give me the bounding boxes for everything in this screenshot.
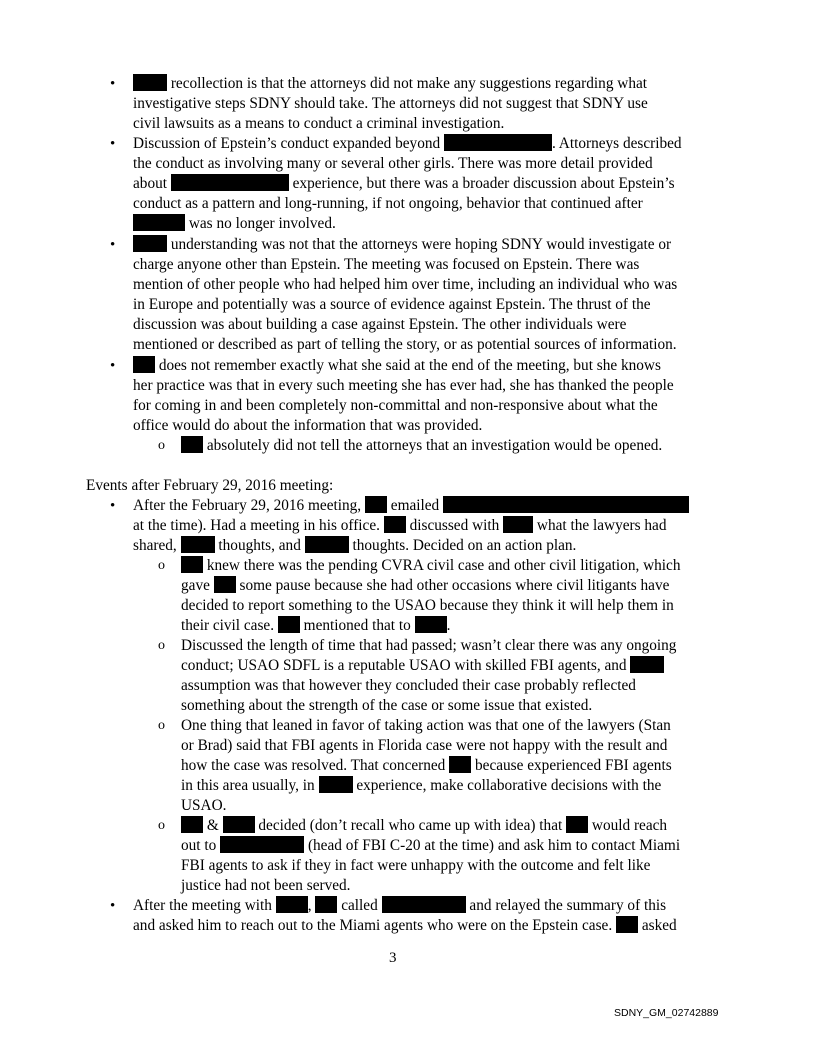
text-line: charge anyone other than Epstein. The meeting was focused on Epstein. There was xyxy=(133,256,640,273)
text-segment: was no longer involved. xyxy=(188,215,336,232)
text-line: for coming in and been completely non-committal and non-responsive about what the xyxy=(133,397,658,414)
text-segment: shared, xyxy=(133,537,177,554)
redaction-box xyxy=(181,436,203,453)
redaction-box xyxy=(214,576,236,593)
redaction-box xyxy=(171,174,289,191)
redaction-box xyxy=(384,516,406,533)
text-line xyxy=(133,74,647,94)
text-line xyxy=(181,756,672,776)
text-line: mentioned or described as part of telling the story, or as potential sources of information. xyxy=(133,336,677,353)
text-line xyxy=(181,836,680,856)
text-segment: knew there was the pending CVRA civil case and other civil litigation, which xyxy=(206,557,681,574)
sub-bullet-icon: o xyxy=(158,818,165,833)
bullet-icon: • xyxy=(110,237,116,253)
redaction-box xyxy=(415,616,447,633)
text-line: investigative steps SDNY should take. The attorneys did not suggest that SDNY use xyxy=(133,95,648,112)
text-line: Discussed the length of time that had passed; wasn’t clear there was any ongoing xyxy=(181,637,677,654)
text-segment: thoughts, and xyxy=(218,537,301,554)
text-segment: . xyxy=(446,617,451,634)
redaction-box xyxy=(181,536,215,553)
text-line: decided to report something to the USAO because they think it will help them in xyxy=(181,597,674,614)
sub-bullet-icon: o xyxy=(158,638,165,653)
bullet-icon: • xyxy=(110,136,116,152)
sub-bullet-icon: o xyxy=(158,558,165,573)
redaction-box xyxy=(630,656,664,673)
text-segment: would reach xyxy=(591,817,668,834)
redaction-box xyxy=(319,776,353,793)
text-segment: . Attorneys described xyxy=(551,135,682,152)
text-line xyxy=(181,776,661,796)
redaction-box xyxy=(449,756,471,773)
text-line: FBI agents to ask if they in fact were unhappy with the outcome and felt like xyxy=(181,857,651,874)
bates-number: SDNY_GM_02742889 xyxy=(614,1007,719,1019)
text-segment: called xyxy=(341,897,378,914)
text-line: assumption was that however they concluded their case probably reflected xyxy=(181,677,636,694)
text-segment: because experienced FBI agents xyxy=(475,757,672,774)
redaction-box xyxy=(133,74,167,91)
text-segment: experience, make collaborative decisions with the xyxy=(356,777,662,794)
section-heading: Events after February 29, 2016 meeting: xyxy=(86,477,334,494)
bullet-icon: • xyxy=(110,76,116,92)
redaction-box xyxy=(133,214,185,231)
text-line xyxy=(181,576,669,596)
text-line xyxy=(133,896,666,916)
redaction-box xyxy=(181,816,203,833)
bullet-icon: • xyxy=(110,898,116,914)
text-line xyxy=(181,556,681,576)
redaction-box xyxy=(223,816,255,833)
redaction-box xyxy=(133,235,167,252)
text-segment: emailed xyxy=(390,497,440,514)
redaction-box xyxy=(278,616,300,633)
text-line: civil lawsuits as a means to conduct a criminal investigation. xyxy=(133,115,505,132)
text-segment: Discussion of Epstein’s conduct expanded beyond xyxy=(133,135,441,152)
text-line xyxy=(133,516,666,536)
redaction-box xyxy=(315,896,337,913)
redaction-box xyxy=(566,816,588,833)
redaction-box xyxy=(365,496,387,513)
text-segment: decided (don’t recall who came up with idea) that xyxy=(258,817,563,834)
text-segment: asked xyxy=(641,917,677,934)
redaction-box xyxy=(220,836,304,853)
redaction-box xyxy=(443,496,689,513)
text-segment: & xyxy=(206,817,219,834)
text-line xyxy=(133,536,576,556)
text-segment: recollection is that the attorneys did not make any suggestions regarding what xyxy=(170,75,648,92)
sub-bullet-icon: o xyxy=(158,718,165,733)
page-number: 3 xyxy=(389,950,397,966)
bullet-icon: • xyxy=(110,498,116,514)
text-segment: mentioned that to xyxy=(303,617,411,634)
text-line: USAO. xyxy=(181,797,227,814)
text-line: office would do about the information that was provided. xyxy=(133,417,483,434)
text-line xyxy=(181,656,664,676)
text-segment: at the time). Had a meeting in his office. xyxy=(133,517,380,534)
text-segment: After the February 29, 2016 meeting, xyxy=(133,497,362,514)
text-segment: and relayed the summary of this xyxy=(469,897,667,914)
text-line xyxy=(181,616,450,636)
text-line: justice had not been served. xyxy=(181,877,351,894)
text-segment: about xyxy=(133,175,167,192)
text-line: discussion was about building a case against Epstein. The other individuals were xyxy=(133,316,627,333)
text-segment: understanding was not that the attorneys were hoping SDNY would investigate or xyxy=(170,236,672,253)
text-line xyxy=(133,134,682,154)
redaction-box xyxy=(444,134,552,151)
text-line: or Brad) said that FBI agents in Florida case were not happy with the result and xyxy=(181,737,668,754)
text-line xyxy=(181,816,667,836)
text-segment: thoughts. Decided on an action plan. xyxy=(352,537,577,554)
text-segment: some pause because she had other occasions where civil litigants have xyxy=(239,577,670,594)
text-line: mention of other people who had helped him over time, including an individual who was xyxy=(133,276,678,293)
text-segment: (head of FBI C-20 at the time) and ask him to contact Miami xyxy=(307,837,681,854)
text-line xyxy=(133,916,677,936)
text-line: her practice was that in every such meeting she has ever had, she has thanked the people xyxy=(133,377,674,394)
text-segment: conduct; USAO SDFL is a reputable USAO with skilled FBI agents, and xyxy=(181,657,627,674)
redaction-box xyxy=(616,916,638,933)
text-line xyxy=(133,214,336,234)
redaction-box xyxy=(181,556,203,573)
redaction-box xyxy=(382,896,466,913)
text-segment: discussed with xyxy=(409,517,500,534)
redaction-box xyxy=(133,356,155,373)
text-segment: does not remember exactly what she said at the end of the meeting, but she knows xyxy=(158,357,661,374)
text-segment: how the case was resolved. That concerned xyxy=(181,757,446,774)
text-line: the conduct as involving many or several other girls. There was more detail provided xyxy=(133,155,653,172)
text-line: something about the strength of the case or some issue that existed. xyxy=(181,697,593,714)
text-segment: After the meeting with xyxy=(133,897,272,914)
text-segment: their civil case. xyxy=(181,617,275,634)
text-line xyxy=(181,436,662,456)
text-segment: what the lawyers had xyxy=(536,517,667,534)
text-segment: and asked him to reach out to the Miami agents who were on the Epstein case. xyxy=(133,917,613,934)
text-line xyxy=(133,235,671,255)
text-segment: out to xyxy=(181,837,217,854)
text-segment: experience, but there was a broader discussion about Epstein’s xyxy=(292,175,675,192)
text-line: One thing that leaned in favor of taking action was that one of the lawyers (Stan xyxy=(181,717,671,734)
sub-bullet-icon: o xyxy=(158,438,165,453)
bullet-icon: • xyxy=(110,358,116,374)
text-segment: gave xyxy=(181,577,210,594)
redaction-box xyxy=(503,516,533,533)
text-line xyxy=(133,496,689,516)
text-segment: absolutely did not tell the attorneys that an investigation would be opened. xyxy=(206,437,663,454)
text-line xyxy=(133,356,661,376)
redaction-box xyxy=(305,536,349,553)
text-line xyxy=(133,174,675,194)
text-segment: , xyxy=(307,897,312,914)
text-line: in Europe and potentially was a source of evidence against Epstein. The thrust of the xyxy=(133,296,651,313)
text-segment: in this area usually, in xyxy=(181,777,315,794)
redaction-box xyxy=(276,896,308,913)
text-line: conduct as a pattern and long-running, if not ongoing, behavior that continued after xyxy=(133,195,643,212)
